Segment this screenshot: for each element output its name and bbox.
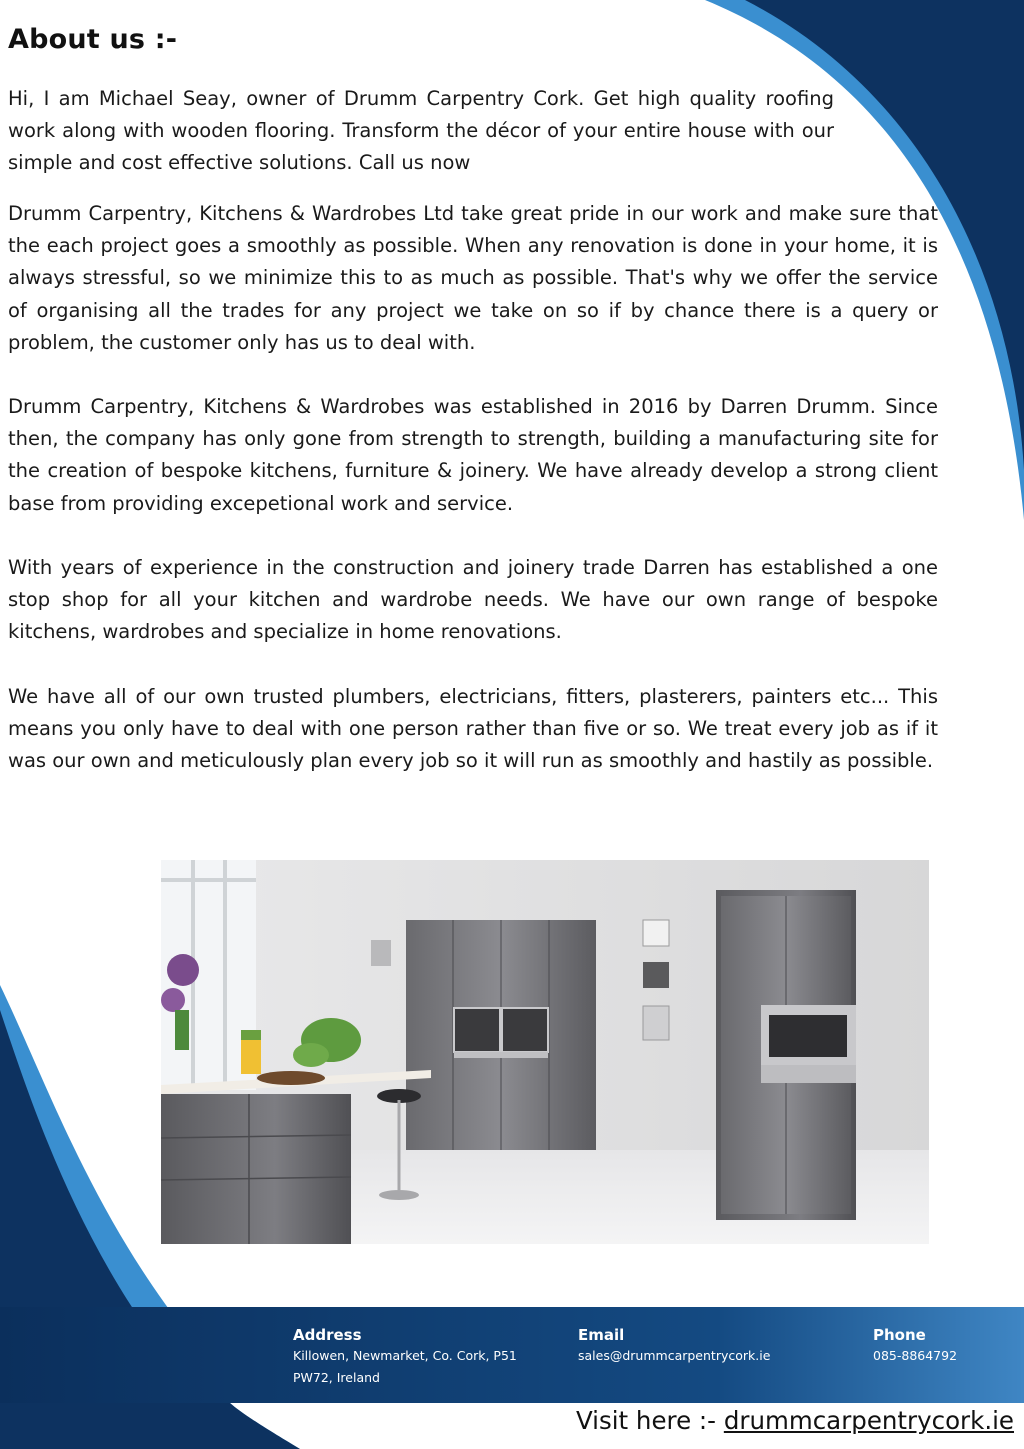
intro-paragraph: Hi, I am Michael Seay, owner of Drumm Carpentry Cork. Get high quality roofing work along with wooden flooring. Transform the décor of your entire house with our simple and cost effective solutions. Call us now xyxy=(8,87,834,175)
kitchen-photo xyxy=(161,860,929,1244)
about-heading: About us :- xyxy=(8,24,178,55)
email-value[interactable]: sales@drummcarpentrycork.ie xyxy=(578,1348,771,1363)
phone-label: Phone xyxy=(873,1326,926,1344)
email-label: Email xyxy=(578,1326,625,1344)
phone-value[interactable]: 085-8864792 xyxy=(873,1348,958,1363)
website-link[interactable]: drummcarpentrycork.ie xyxy=(723,1406,1014,1435)
oven-right xyxy=(502,1008,548,1052)
body-paragraph-2: Drumm Carpentry, Kitchens & Wardrobes was established in 2016 by Darren Drumm. Since then, the company has only gone from strength to strength, building a manufacturing site for the creation of bespoke kitchens, furniture & joinery. We have already develop a strong client base from providing excepetional work and service. xyxy=(8,395,938,515)
address-value: Killowen, Newmarket, Co. Cork, P51 PW72, Ireland xyxy=(293,1348,517,1385)
address-label: Address xyxy=(293,1326,362,1344)
body-paragraph-4: We have all of our own trusted plumbers, electricians, fitters, plasterers, painters etc... This means you only have to deal with one person rather than five or so. We treat every job as if it was our own and meticulously plan every job so it will run as smoothly and hastily as possible. xyxy=(8,685,938,773)
kitchen-island xyxy=(161,1094,351,1244)
body-paragraph-1: Drumm Carpentry, Kitchens & Wardrobes Ltd take great pride in our work and make sure that the each project goes a smoothly as possible. When any renovation is done in your home, it is always stressful, so we minimize this to as much as possible. That's why we offer the service of organising all the trades for any project we take on so if by chance there is a query or problem, the customer only has us to deal with. xyxy=(8,202,938,354)
body-paragraph-3: With years of experience in the construction and joinery trade Darren has established a one stop shop for all your kitchen and wardrobe needs. We have our own range of bespoke kitchens, wardrobes and specialize in home renovations. xyxy=(8,556,938,644)
visit-prefix: Visit here :- xyxy=(575,1406,717,1435)
oven-left xyxy=(454,1008,500,1052)
